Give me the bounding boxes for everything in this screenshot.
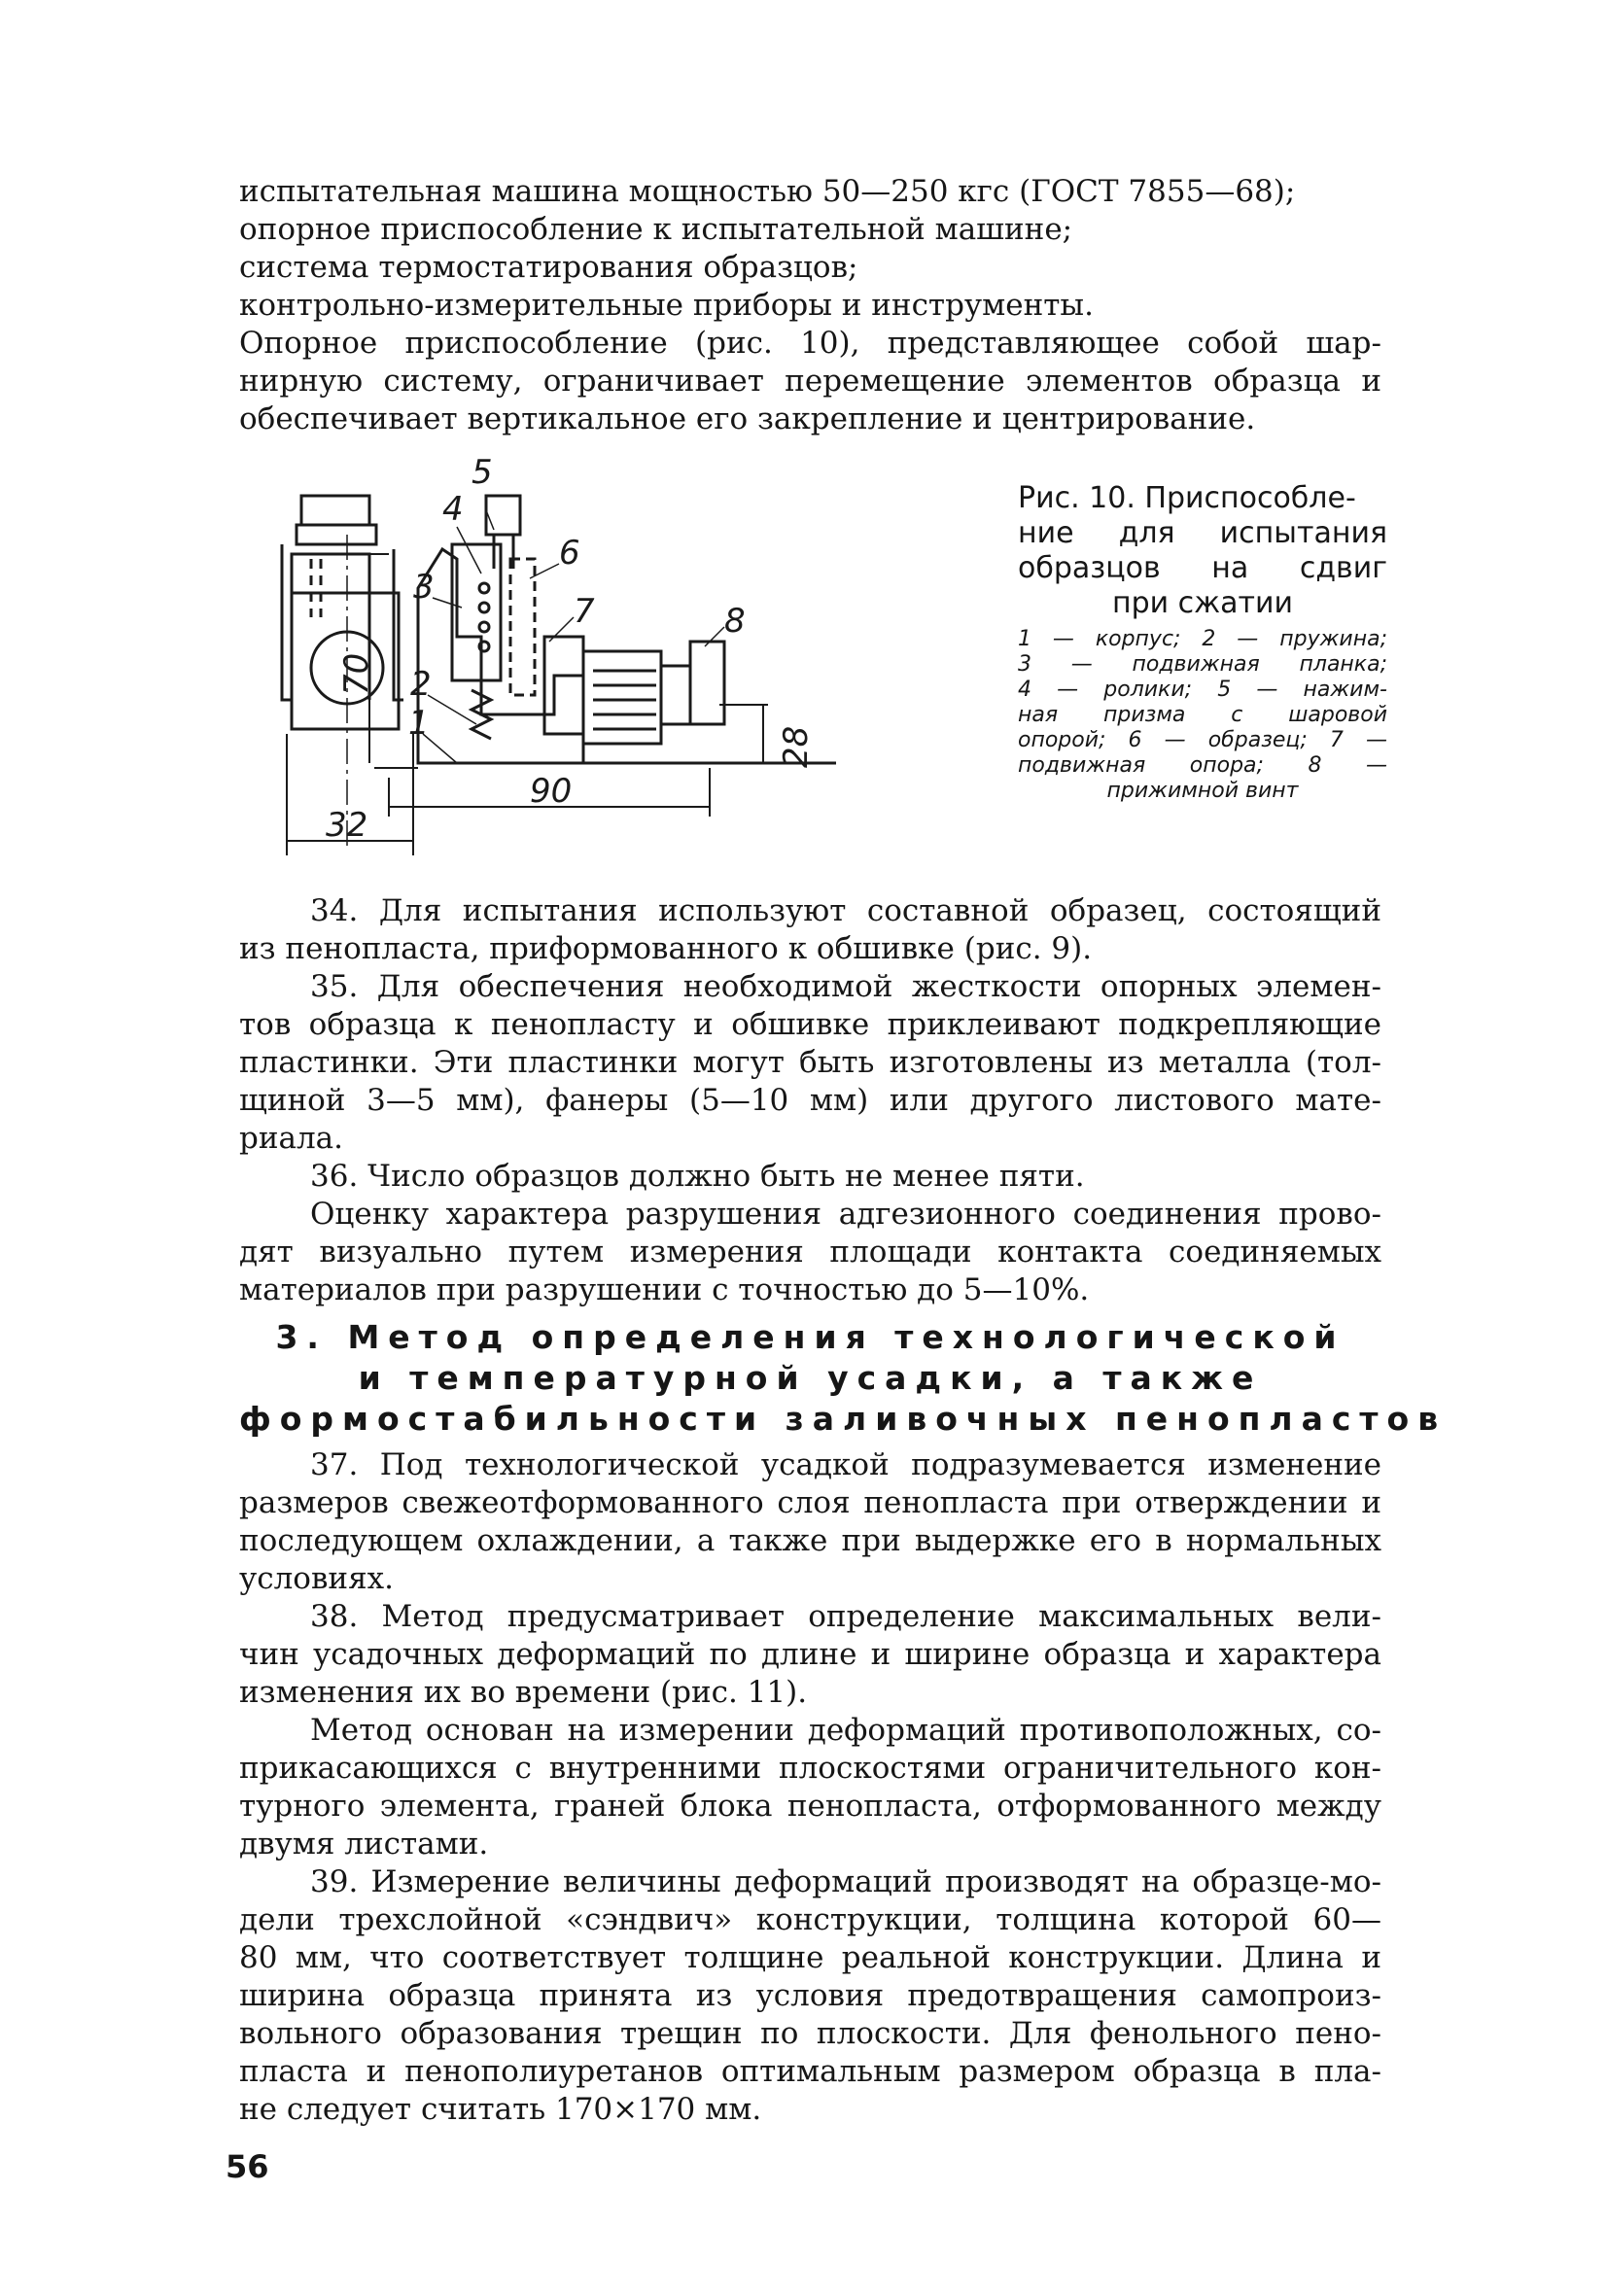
leader-4 <box>457 527 481 574</box>
paragraph-rating: дят визуально путем измерения площади контакта соединяемых <box>239 1235 1381 1270</box>
page-number: 56 <box>226 2148 269 2185</box>
paragraph-39: ширина образца принята из условия предотвращения самопроиз- <box>239 1978 1381 2013</box>
legend-line: прижимной винт <box>1106 779 1299 803</box>
paragraph-37: условиях. <box>239 1561 394 1596</box>
legend-line: ная призма с шаровой <box>1018 703 1387 727</box>
label-3: 3 <box>413 568 435 607</box>
heading-line: формостабильности заливочных пенопластов <box>239 1400 1448 1438</box>
left-view-top-cap <box>301 496 369 525</box>
list-item: испытательная машина мощностью 50—250 кгс (ГОСТ 7855—68); <box>239 174 1296 209</box>
paragraph-method: Метод основан на измерении деформаций противоположных, со- <box>310 1713 1381 1748</box>
label-8: 8 <box>724 602 746 641</box>
specimen-hidden <box>510 559 535 695</box>
list-item: система термостатирования образцов; <box>239 250 858 285</box>
roller <box>479 642 489 651</box>
roller <box>479 583 489 593</box>
label-7: 7 <box>574 592 595 631</box>
paragraph-39: пласта и пенополиуретанов оптимальным размером образца в пла- <box>239 2054 1381 2089</box>
paragraph-39: вольного образования трещин по плоскости. Для фенольного пено- <box>239 2016 1381 2051</box>
movable-support <box>544 637 583 734</box>
leader-8 <box>705 627 724 646</box>
legend-line: 1 — корпус; 2 — пружина; <box>1018 627 1387 651</box>
paragraph-method: турного элемента, граней блока пенопласта, отформованного между <box>239 1789 1381 1824</box>
paragraph-line: обеспечивает вертикальное его закрепление и центрирование. <box>239 401 1256 436</box>
label-5: 5 <box>472 453 493 492</box>
paragraph-37: 37. Под технологической усадкой подразумевается изменение <box>310 1447 1381 1482</box>
press-prism <box>486 496 520 535</box>
roller <box>479 622 489 632</box>
clamp-screw-head <box>690 642 724 724</box>
paragraph-38: 38. Метод предусматривает определение максимальных вели- <box>310 1599 1381 1634</box>
label-2: 2 <box>410 665 432 704</box>
screw-thread <box>593 671 656 729</box>
list-item: опорное приспособление к испытательной машине; <box>239 212 1073 247</box>
screw-shank <box>661 666 690 724</box>
section-heading <box>239 1317 1448 1440</box>
caption-line: при сжатии <box>1111 586 1294 620</box>
legend-line: опорой; 6 — образец; 7 — <box>1018 728 1387 752</box>
figure-caption <box>1018 481 1387 804</box>
heading-line: и температурной усадки, а также <box>358 1359 1263 1397</box>
paragraph-35: риала. <box>239 1121 344 1156</box>
paragraph-36: 36. Число образцов должно быть не менее пяти. <box>310 1159 1085 1194</box>
section-2-text <box>239 892 1381 1309</box>
fixture-drawing <box>262 442 972 880</box>
section-3-text <box>239 1446 1381 2129</box>
paragraph-38: изменения их во времени (рис. 11). <box>239 1675 808 1710</box>
figure-10-drawing <box>262 442 972 880</box>
paragraph-35: пластинки. Эти пластинки могут быть изготовлены из металла (тол- <box>239 1045 1381 1080</box>
paragraph-38: чин усадочных деформаций по длине и ширине образца и характера <box>239 1637 1381 1672</box>
dimension-28: 28 <box>777 725 816 768</box>
list-item: контрольно-измерительные приборы и инструменты. <box>239 288 1094 323</box>
paragraph-rating: Оценку характера разрушения адгезионного соединения прово- <box>310 1197 1381 1232</box>
legend-line: 3 — подвижная планка; <box>1018 652 1387 677</box>
left-view-hidden-lines <box>311 559 321 617</box>
paragraph-line: Опорное приспособление (рис. 10), представляющее собой шар- <box>239 326 1381 361</box>
paragraph-rating: материалов при разрушении с точностью до 5—10%. <box>239 1272 1090 1307</box>
paragraph-35: щиной 3—5 мм), фанеры (5—10 мм) или другого листового мате- <box>239 1083 1381 1118</box>
label-4: 4 <box>442 490 464 529</box>
caption-line: ние для испытания <box>1018 516 1387 550</box>
roller <box>479 603 489 612</box>
dim-28-lines <box>719 705 778 763</box>
paragraph-39: дели трехслойной «сэндвич» конструкции, толщина которой 60— <box>239 1902 1381 1937</box>
left-view-prism <box>297 525 376 544</box>
paragraph-method: прикасающихся с внутренними плоскостями ограничительного кон- <box>239 1751 1381 1786</box>
heading-line: 3. Метод определения технологической <box>275 1318 1345 1356</box>
legend-line: 4 — ролики; 5 — нажим- <box>1018 678 1387 702</box>
caption-line: образцов на сдвиг <box>1018 551 1387 585</box>
legend-line: подвижная опора; 8 — <box>1018 753 1387 778</box>
dimension-90: 90 <box>530 772 573 811</box>
label-1: 1 <box>408 704 430 743</box>
dimension-32: 32 <box>326 806 368 845</box>
paragraph-39: не следует считать 170×170 мм. <box>239 2092 762 2127</box>
paragraph-method: двумя листами. <box>239 1826 489 1861</box>
paragraph-39: 80 мм, что соответствует толщине реальной конструкции. Длина и <box>239 1940 1381 1975</box>
paragraph-line: нирную систему, ограничивает перемещение элементов образца и <box>239 364 1381 399</box>
paragraph-39: 39. Измерение величины деформаций производят на образце-мо- <box>310 1864 1381 1899</box>
caption-line: Рис. 10. Приспособле- <box>1018 481 1356 515</box>
paragraph-35: тов образца к пенопласту и обшивке приклеивают подкрепляющие <box>239 1007 1381 1042</box>
paragraph-37: последующем охлаждении, а также при выдержке его в нормальных <box>239 1523 1381 1558</box>
label-6: 6 <box>559 534 580 573</box>
paragraph-34: 34. Для испытания используют составной образец, состоящий <box>310 893 1381 928</box>
equipment-list <box>239 173 1381 438</box>
paragraph-37: размеров свежеотформованного слоя пенопласта при отверждении и <box>239 1485 1381 1520</box>
dimension-70: 70 <box>337 652 376 695</box>
paragraph-34: из пенопласта, приформованного к обшивке (рис. 9). <box>239 931 1093 966</box>
paragraph-35: 35. Для обеспечения необходимой жесткости опорных элемен- <box>310 969 1381 1004</box>
